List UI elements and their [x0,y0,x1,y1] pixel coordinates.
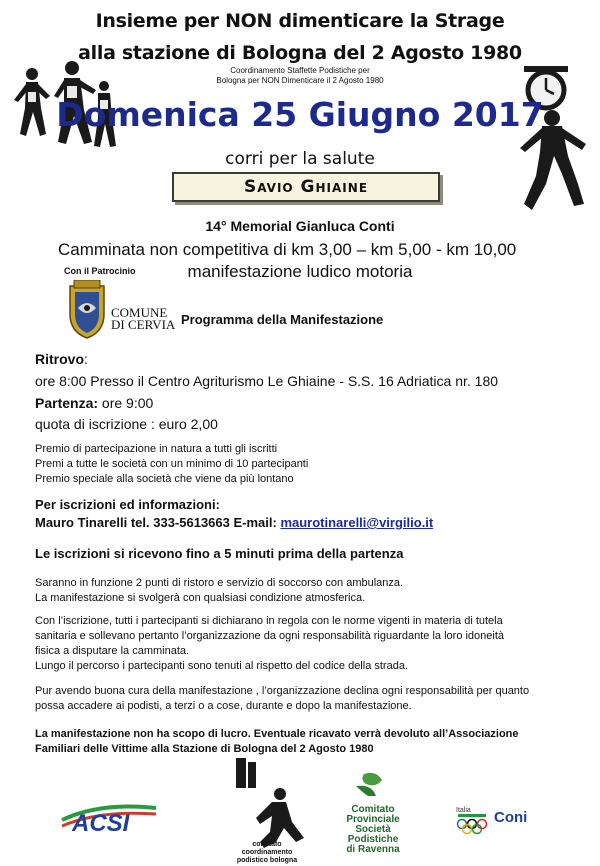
partenza-label: Partenza: [35,395,99,411]
ritrovo-text: ore 8:00 Presso il Centro Agriturismo Le Ghiaine - S.S. 16 Adriatica nr. 180 [35,373,499,389]
prov-line3: Società [355,824,391,835]
coordination-line1: Coordinamento Staffette Podistiche per [230,66,370,75]
footer-note-line2: Familiari delle Vittime alla Stazione di Bologna del 2 Agosto 1980 [35,743,374,755]
contact-phone: Mauro Tinarelli tel. 333-5613663 E-mail: [35,515,281,530]
footer-note-line1: La manifestazione non ha scopo di lucro. Eventuale ricavato verrà devoluto all’Associazione [35,728,519,740]
cervia-line2: DI CERVIA [111,317,176,332]
event-tagline: corri per la salute [225,149,375,169]
note-line: Con l’iscrizione, tutti i partecipanti si dichiarano in regola con le norme vigenti in materia di tutela [35,615,503,627]
note-line: Pur avendo buona cura della manifestazione , l’organizzazione declina ogni responsabilità per quanto [35,685,530,697]
prize-line3: Premio speciale alla società che viene da più lontano [35,473,294,485]
prov-line5: di Ravenna [346,844,400,855]
note-line: Lungo il percorso i partecipanti sono tenuti al rispetto del codice della strada. [35,660,409,672]
cc-podistico-logo [222,754,312,866]
event-name: Savio Ghiaine [243,177,369,197]
clock-runner-illustration [498,64,594,214]
programme-title: Programma della Manifestazione [181,312,384,327]
memorial-title: 14° Memorial Gianluca Conti [205,218,395,234]
ritrovo-colon: : [84,351,88,367]
notes-paragraph3 [35,684,529,714]
partenza-row [35,395,153,411]
header-title-line2: alla stazione di Bologna del 2 Agosto 1980 [78,42,522,64]
prov-line2: Provinciale [346,814,400,825]
cervia-line1: COMUNE [111,305,168,320]
registration-deadline: Le iscrizioni si ricevono fino a 5 minuti prima della partenza [35,546,404,561]
acsi-logo [60,800,160,834]
notes-paragraph1 [35,576,403,606]
contact-title: Per iscrizioni ed informazioni: [35,497,220,512]
event-name-banner [172,172,440,202]
prov-line4: Podistiche [347,834,399,845]
note-line: La manifestazione si svolgerà con qualsiasi condizione atmosferica. [35,592,366,604]
prize-line2: Premi a tutte le società con un minimo di 10 partecipanti [35,458,309,470]
walk-distances: Camminata non competitiva di km 3,00 – km 5,00 - km 10,00 [58,240,517,259]
note-line: Saranno in funzione 2 punti di ristoro e servizio di soccorso con ambulanza. [35,577,404,589]
provincial-committee-logo [336,770,410,862]
cervia-name [111,307,175,331]
coni-logo [454,804,536,838]
notes-paragraph2 [35,614,504,674]
quota-text: quota di iscrizione : euro 2,00 [35,416,218,432]
partenza-time: ore 9:00 [98,395,154,411]
coordination-line2: Bologna per NON Dimenticare il 2 Agosto 1980 [216,76,384,85]
event-kind: manifestazione ludico motoria [187,262,413,281]
cc-line3: podistico bologna [236,857,298,864]
note-line: sanitaria e sollevano pertanto l’organizzazione da ogni responsabilità riguardante la loro idoneità [35,630,505,642]
acsi-wordmark: ACSI [72,810,130,834]
coni-italia: Italia [456,807,471,814]
cc-line1: comitato [252,841,282,848]
ritrovo-label: Ritrovo [35,351,84,367]
cc-line2: coordinamento [241,849,293,856]
cervia-crest [66,280,108,340]
contact-email-link[interactable]: maurotinarelli@virgilio.it [280,515,434,530]
patronage-label: Con il Patrocinio [64,266,136,276]
prize-line1: Premio di partecipazione in natura a tutti gli iscritti [35,443,278,455]
event-date: Domenica 25 Giugno 2017 [56,95,544,134]
header-title-line1: Insieme per NON dimenticare la Strage [95,10,505,32]
note-line: possa accadere ai podisti, a terzi o a cose, durante e dopo la manifestazione. [35,700,412,712]
note-line: fisica a disputare la camminata. [35,645,190,657]
prov-line1: Comitato [351,804,395,815]
contact-line [35,515,433,530]
ritrovo-row [35,351,88,367]
coni-wordmark: Coni [494,809,528,826]
